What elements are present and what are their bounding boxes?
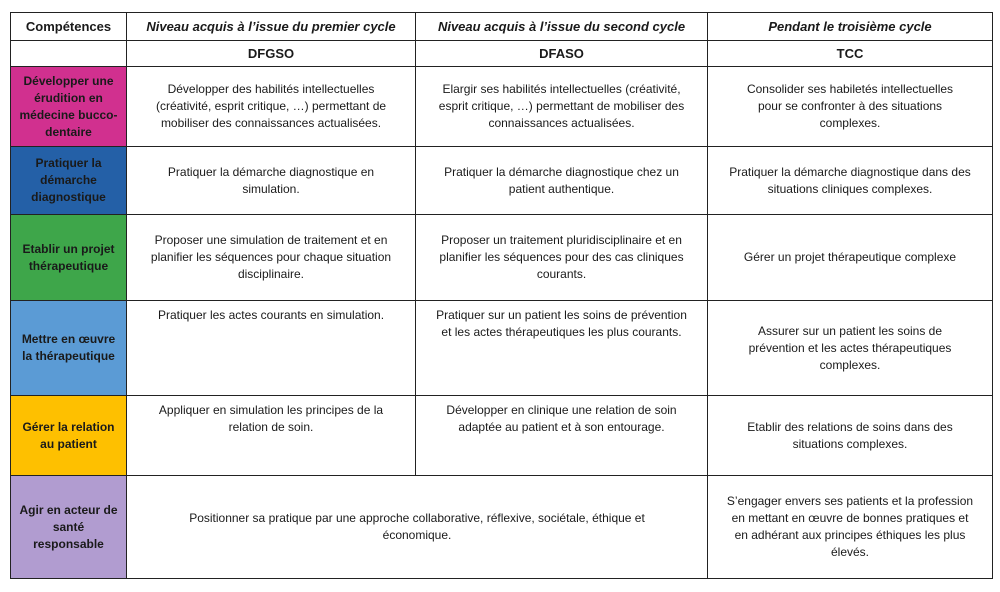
cell-diagnostic-second: Pratiquer la démarche diagnostique chez un patient authentique.	[416, 147, 708, 215]
competence-projet: Etablir un projet thérapeutique	[11, 215, 127, 301]
subheader-tcc: TCC	[708, 41, 993, 67]
cell-acteur-sante-third: S’engager envers ses patients et la profession en mettant en œuvre de bonnes pratiques et en adhérant aux principes éthiques les plus élevés.	[708, 476, 993, 579]
header-competences: Compétences	[11, 13, 127, 41]
cell-erudition-second: Elargir ses habilités intellectuelles (créativité, esprit critique, …) permettant de mobiliser des connaissances actualisées.	[416, 67, 708, 147]
cell-therapeutique-first: Pratiquer les actes courants en simulation.	[127, 301, 416, 396]
cell-diagnostic-third: Pratiquer la démarche diagnostique dans des situations cliniques complexes.	[708, 147, 993, 215]
cell-therapeutique-second: Pratiquer sur un patient les soins de prévention et les actes thérapeutiques les plus courants.	[416, 301, 708, 396]
cell-therapeutique-third: Assurer sur un patient les soins de prévention et les actes thérapeutiques complexes.	[708, 301, 993, 396]
cell-acteur-sante-first-second: Positionner sa pratique par une approche collaborative, réflexive, sociétale, éthique et économique.	[127, 476, 708, 579]
subheader-dfgso: DFGSO	[127, 41, 416, 67]
subheader-dfaso: DFASO	[416, 41, 708, 67]
cell-projet-first: Proposer une simulation de traitement et en planifier les séquences pour chaque situation disciplinaire.	[127, 215, 416, 301]
subheader-empty	[11, 41, 127, 67]
competence-therapeutique: Mettre en œuvre la thérapeutique	[11, 301, 127, 396]
header-first-cycle: Niveau acquis à l’issue du premier cycle	[127, 13, 416, 41]
cell-diagnostic-first: Pratiquer la démarche diagnostique en simulation.	[127, 147, 416, 215]
competence-acteur-sante: Agir en acteur de santé responsable	[11, 476, 127, 579]
competence-diagnostic: Pratiquer la démarche diagnostique	[11, 147, 127, 215]
cell-projet-third: Gérer un projet thérapeutique complexe	[708, 215, 993, 301]
competence-erudition: Développer une érudition en médecine bucco- dentaire	[11, 67, 127, 147]
competences-table	[10, 12, 993, 579]
cell-erudition-first: Développer des habilités intellectuelles (créativité, esprit critique, …) permettant de mobiliser des connaissances actualisées.	[127, 67, 416, 147]
cell-relation-second: Développer en clinique une relation de soin adaptée au patient et à son entourage.	[416, 396, 708, 476]
cell-relation-third: Etablir des relations de soins dans des situations complexes.	[708, 396, 993, 476]
cell-erudition-third: Consolider ses habiletés intellectuelles pour se confronter à des situations complexes.	[708, 67, 993, 147]
cell-projet-second: Proposer un traitement pluridisciplinaire et en planifier les séquences pour des cas cliniques courants.	[416, 215, 708, 301]
competence-relation: Gérer la relation au patient	[11, 396, 127, 476]
header-third-cycle: Pendant le troisième cycle	[708, 13, 993, 41]
cell-relation-first: Appliquer en simulation les principes de la relation de soin.	[127, 396, 416, 476]
header-second-cycle: Niveau acquis à l’issue du second cycle	[416, 13, 708, 41]
